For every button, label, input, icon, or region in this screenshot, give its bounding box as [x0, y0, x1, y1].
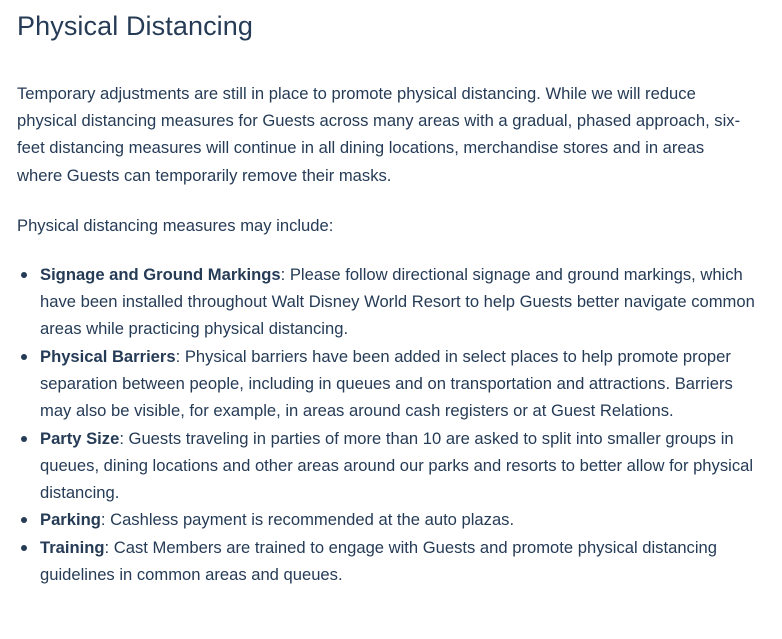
intro-paragraph: Temporary adjustments are still in place to promote physical distancing. While we will reduce physical distancing measures for Guests across many areas with a gradual, phased approach, six-feet distancing measures will continue in all dining locations, merchandise stores and in areas where Guests can temporarily remove their masks.: [17, 84, 741, 185]
list-item-barriers: [17, 343, 768, 425]
measures-list: [17, 261, 768, 589]
page-title: Physical Distancing: [17, 11, 254, 41]
bullet-icon: [21, 436, 27, 442]
item-term: Signage and Ground Markings: [40, 264, 281, 284]
item-term: Parking: [40, 510, 101, 530]
bullet-icon: [21, 272, 27, 278]
list-item-signage: [17, 261, 768, 343]
list-item-party-size: [17, 425, 768, 507]
item-term: Training: [40, 537, 105, 557]
list-item-parking: [17, 506, 768, 533]
item-text: : Guests traveling in parties of more than 10 are asked to split into smaller groups in queues, dining locations and other areas around our parks and resorts to better allow for physical distancing.: [40, 428, 754, 503]
item-text: : Cast Members are trained to engage with Guests and promote physical distancing guidelines in common areas and queues.: [40, 537, 717, 585]
item-text: : Cashless payment is recommended at the auto plazas.: [100, 510, 515, 530]
item-text: : Please follow directional signage and ground markings, which have been installed throughout Walt Disney World Resort to help Guests better navigate common areas while practicing physical distancing.: [40, 264, 755, 339]
list-item-training: [17, 534, 768, 589]
bullet-icon: [21, 545, 27, 551]
measures-lead: Physical distancing measures may include:: [17, 215, 334, 235]
bullet-icon: [21, 517, 27, 523]
bullet-icon: [21, 354, 27, 360]
item-term: Physical Barriers: [40, 346, 176, 366]
item-term: Party Size: [40, 428, 120, 448]
item-text: : Physical barriers have been added in select places to help promote proper separation between people, including in queues and on transportation and attractions. Barriers may also be visible, for example, in areas around cash registers or at Guest Relations.: [40, 346, 733, 421]
